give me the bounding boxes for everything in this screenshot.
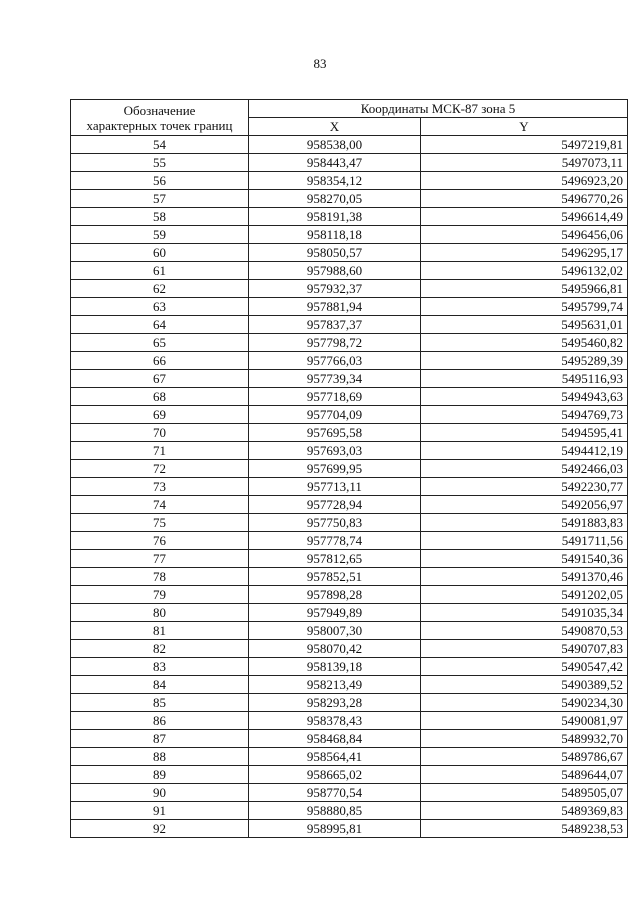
y-coordinate-cell: 5496923,20 bbox=[421, 172, 628, 190]
table-row bbox=[71, 568, 628, 586]
table-row bbox=[71, 244, 628, 262]
x-coordinate-cell: 958538,00 bbox=[249, 136, 421, 154]
x-coordinate-cell: 958468,84 bbox=[249, 730, 421, 748]
table-row bbox=[71, 262, 628, 280]
x-coordinate-cell: 957713,11 bbox=[249, 478, 421, 496]
y-coordinate-cell: 5494943,63 bbox=[421, 388, 628, 406]
x-coordinate-cell: 958007,30 bbox=[249, 622, 421, 640]
point-number-cell: 55 bbox=[71, 154, 249, 172]
y-coordinate-cell: 5496132,02 bbox=[421, 262, 628, 280]
x-coordinate-cell: 957812,65 bbox=[249, 550, 421, 568]
x-coordinate-cell: 957898,28 bbox=[249, 586, 421, 604]
x-coordinate-cell: 958665,02 bbox=[249, 766, 421, 784]
point-number-cell: 82 bbox=[71, 640, 249, 658]
table-row bbox=[71, 208, 628, 226]
y-coordinate-cell: 5495289,39 bbox=[421, 352, 628, 370]
table-row bbox=[71, 766, 628, 784]
point-number-cell: 66 bbox=[71, 352, 249, 370]
table-row bbox=[71, 676, 628, 694]
x-coordinate-cell: 957778,74 bbox=[249, 532, 421, 550]
x-coordinate-cell: 957949,89 bbox=[249, 604, 421, 622]
x-coordinate-cell: 958880,85 bbox=[249, 802, 421, 820]
y-coordinate-cell: 5495116,93 bbox=[421, 370, 628, 388]
table-row bbox=[71, 460, 628, 478]
point-number-cell: 68 bbox=[71, 388, 249, 406]
point-number-cell: 70 bbox=[71, 424, 249, 442]
y-coordinate-cell: 5494412,19 bbox=[421, 442, 628, 460]
point-number-cell: 65 bbox=[71, 334, 249, 352]
point-number-cell: 54 bbox=[71, 136, 249, 154]
x-coordinate-cell: 957932,37 bbox=[249, 280, 421, 298]
y-coordinate-cell: 5492466,03 bbox=[421, 460, 628, 478]
y-coordinate-cell: 5491711,56 bbox=[421, 532, 628, 550]
point-number-cell: 67 bbox=[71, 370, 249, 388]
x-coordinate-cell: 958443,47 bbox=[249, 154, 421, 172]
y-coordinate-cell: 5495966,81 bbox=[421, 280, 628, 298]
y-coordinate-cell: 5494769,73 bbox=[421, 406, 628, 424]
y-coordinate-cell: 5496295,17 bbox=[421, 244, 628, 262]
point-designation-header-line2: характерных точек границ bbox=[86, 117, 233, 133]
x-coordinate-cell: 957750,83 bbox=[249, 514, 421, 532]
y-coordinate-cell: 5492056,97 bbox=[421, 496, 628, 514]
point-number-cell: 87 bbox=[71, 730, 249, 748]
x-coordinate-cell: 957766,03 bbox=[249, 352, 421, 370]
y-coordinate-cell: 5496770,26 bbox=[421, 190, 628, 208]
point-number-cell: 64 bbox=[71, 316, 249, 334]
table-row bbox=[71, 424, 628, 442]
table-row bbox=[71, 478, 628, 496]
point-number-cell: 80 bbox=[71, 604, 249, 622]
point-number-cell: 79 bbox=[71, 586, 249, 604]
point-number-cell: 63 bbox=[71, 298, 249, 316]
table-row bbox=[71, 586, 628, 604]
y-coordinate-cell: 5489369,83 bbox=[421, 802, 628, 820]
point-number-cell: 57 bbox=[71, 190, 249, 208]
x-coordinate-cell: 957852,51 bbox=[249, 568, 421, 586]
point-designation-header bbox=[71, 100, 249, 136]
point-number-cell: 60 bbox=[71, 244, 249, 262]
y-coordinate-cell: 5495460,82 bbox=[421, 334, 628, 352]
table-row bbox=[71, 352, 628, 370]
x-coordinate-cell: 958050,57 bbox=[249, 244, 421, 262]
table-row bbox=[71, 622, 628, 640]
x-coordinate-cell: 957988,60 bbox=[249, 262, 421, 280]
y-coordinate-cell: 5490547,42 bbox=[421, 658, 628, 676]
table-row bbox=[71, 604, 628, 622]
table-row bbox=[71, 316, 628, 334]
x-coordinate-cell: 958995,81 bbox=[249, 820, 421, 838]
x-coordinate-cell: 957695,58 bbox=[249, 424, 421, 442]
table-row bbox=[71, 514, 628, 532]
x-coordinate-cell: 958293,28 bbox=[249, 694, 421, 712]
point-number-cell: 74 bbox=[71, 496, 249, 514]
point-number-cell: 61 bbox=[71, 262, 249, 280]
y-coordinate-cell: 5491370,46 bbox=[421, 568, 628, 586]
x-coordinate-cell: 957837,37 bbox=[249, 316, 421, 334]
table-row bbox=[71, 640, 628, 658]
y-coordinate-cell: 5491883,83 bbox=[421, 514, 628, 532]
table-body bbox=[71, 136, 628, 838]
table-header-row bbox=[71, 100, 628, 118]
x-coordinate-cell: 958070,42 bbox=[249, 640, 421, 658]
y-coordinate-cell: 5495631,01 bbox=[421, 316, 628, 334]
point-number-cell: 71 bbox=[71, 442, 249, 460]
x-coordinate-cell: 958354,12 bbox=[249, 172, 421, 190]
point-number-cell: 90 bbox=[71, 784, 249, 802]
point-number-cell: 62 bbox=[71, 280, 249, 298]
y-coordinate-cell: 5490081,97 bbox=[421, 712, 628, 730]
y-coordinate-cell: 5489505,07 bbox=[421, 784, 628, 802]
y-coordinate-cell: 5490870,53 bbox=[421, 622, 628, 640]
x-coordinate-cell: 958139,18 bbox=[249, 658, 421, 676]
point-number-cell: 59 bbox=[71, 226, 249, 244]
point-number-cell: 85 bbox=[71, 694, 249, 712]
point-number-cell: 58 bbox=[71, 208, 249, 226]
page-number: 83 bbox=[313, 56, 327, 71]
table-row bbox=[71, 532, 628, 550]
table-row bbox=[71, 748, 628, 766]
point-designation-header-line1: Обозначение bbox=[123, 102, 196, 118]
x-coordinate-cell: 957798,72 bbox=[249, 334, 421, 352]
y-coordinate-cell: 5496456,06 bbox=[421, 226, 628, 244]
x-coordinate-cell: 958770,54 bbox=[249, 784, 421, 802]
y-coordinate-cell: 5489932,70 bbox=[421, 730, 628, 748]
point-number-cell: 91 bbox=[71, 802, 249, 820]
point-number-cell: 88 bbox=[71, 748, 249, 766]
table-row bbox=[71, 154, 628, 172]
point-number-cell: 84 bbox=[71, 676, 249, 694]
y-coordinate-cell: 5496614,49 bbox=[421, 208, 628, 226]
coordinates-table bbox=[70, 99, 628, 838]
table-row bbox=[71, 820, 628, 838]
coordinates-system-header: Координаты МСК-87 зона 5 bbox=[249, 100, 628, 118]
table-row bbox=[71, 280, 628, 298]
table-row bbox=[71, 658, 628, 676]
y-coordinate-cell: 5489238,53 bbox=[421, 820, 628, 838]
x-coordinate-cell: 958270,05 bbox=[249, 190, 421, 208]
x-coordinate-cell: 958564,41 bbox=[249, 748, 421, 766]
x-coordinate-cell: 957704,09 bbox=[249, 406, 421, 424]
point-number-cell: 81 bbox=[71, 622, 249, 640]
y-coordinate-cell: 5491035,34 bbox=[421, 604, 628, 622]
y-coordinate-cell: 5495799,74 bbox=[421, 298, 628, 316]
table-row bbox=[71, 442, 628, 460]
x-coordinate-cell: 957739,34 bbox=[249, 370, 421, 388]
table-row bbox=[71, 172, 628, 190]
point-number-cell: 77 bbox=[71, 550, 249, 568]
point-number-cell: 76 bbox=[71, 532, 249, 550]
x-coordinate-cell: 957718,69 bbox=[249, 388, 421, 406]
point-number-cell: 92 bbox=[71, 820, 249, 838]
y-coordinate-cell: 5491202,05 bbox=[421, 586, 628, 604]
table-row bbox=[71, 712, 628, 730]
x-coordinate-cell: 957699,95 bbox=[249, 460, 421, 478]
x-coordinate-cell: 958191,38 bbox=[249, 208, 421, 226]
table-row bbox=[71, 406, 628, 424]
y-coordinate-cell: 5489644,07 bbox=[421, 766, 628, 784]
point-number-cell: 56 bbox=[71, 172, 249, 190]
table-row bbox=[71, 550, 628, 568]
y-coordinate-cell: 5491540,36 bbox=[421, 550, 628, 568]
table-row bbox=[71, 334, 628, 352]
point-number-cell: 89 bbox=[71, 766, 249, 784]
table-row bbox=[71, 496, 628, 514]
table-row bbox=[71, 730, 628, 748]
x-coordinate-cell: 958378,43 bbox=[249, 712, 421, 730]
table-row bbox=[71, 226, 628, 244]
table-row bbox=[71, 784, 628, 802]
x-coordinate-cell: 957693,03 bbox=[249, 442, 421, 460]
y-coordinate-cell: 5490389,52 bbox=[421, 676, 628, 694]
y-coordinate-cell: 5489786,67 bbox=[421, 748, 628, 766]
y-coordinate-cell: 5490707,83 bbox=[421, 640, 628, 658]
point-number-cell: 73 bbox=[71, 478, 249, 496]
y-column-header: Y bbox=[421, 118, 628, 136]
point-number-cell: 69 bbox=[71, 406, 249, 424]
point-number-cell: 83 bbox=[71, 658, 249, 676]
y-coordinate-cell: 5494595,41 bbox=[421, 424, 628, 442]
y-coordinate-cell: 5497219,81 bbox=[421, 136, 628, 154]
y-coordinate-cell: 5492230,77 bbox=[421, 478, 628, 496]
x-coordinate-cell: 957728,94 bbox=[249, 496, 421, 514]
table-row bbox=[71, 802, 628, 820]
y-coordinate-cell: 5490234,30 bbox=[421, 694, 628, 712]
table-row bbox=[71, 190, 628, 208]
table-row bbox=[71, 388, 628, 406]
point-number-cell: 78 bbox=[71, 568, 249, 586]
x-coordinate-cell: 957881,94 bbox=[249, 298, 421, 316]
x-column-header: X bbox=[249, 118, 421, 136]
point-number-cell: 86 bbox=[71, 712, 249, 730]
table-row bbox=[71, 136, 628, 154]
x-coordinate-cell: 958118,18 bbox=[249, 226, 421, 244]
table-row bbox=[71, 694, 628, 712]
y-coordinate-cell: 5497073,11 bbox=[421, 154, 628, 172]
x-coordinate-cell: 958213,49 bbox=[249, 676, 421, 694]
point-number-cell: 72 bbox=[71, 460, 249, 478]
table-row bbox=[71, 370, 628, 388]
point-number-cell: 75 bbox=[71, 514, 249, 532]
table-row bbox=[71, 298, 628, 316]
